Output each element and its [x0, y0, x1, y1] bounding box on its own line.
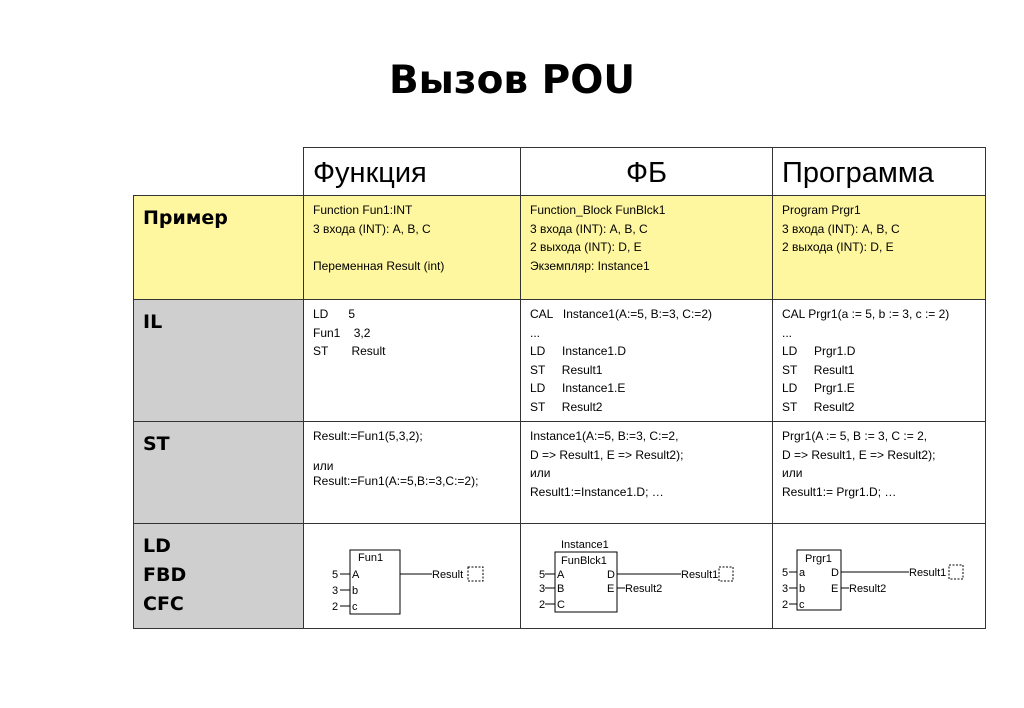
cell-ld-function [304, 524, 521, 629]
instance-name: Instance1 [561, 539, 609, 551]
function-block-diagram [304, 524, 520, 628]
column-header-function: Функция [304, 148, 521, 196]
header-row [134, 148, 986, 196]
input-value: 3 [782, 583, 789, 595]
pin-label: B [557, 583, 565, 595]
input-value: 2 [539, 599, 546, 611]
pin-label: A [557, 569, 565, 581]
cell-example-program: Program Prgr1 3 входа (INT): A, B, C 2 выхода (INT): D, E [773, 196, 986, 300]
cell-st-fb: Instance1(A:=5, B:=3, C:=2, D => Result1, E => Result2); или Result1:=Instance1.D; … [521, 422, 773, 524]
cell-il-program: CAL Prgr1(a := 5, b := 3, c := 2) ... LD Prgr1.D ST Result1 LD Prgr1.E ST Result2 [773, 300, 986, 422]
pin-label: b [799, 583, 806, 595]
cell-example-function: Function Fun1:INT 3 входа (INT): A, B, C Переменная Result (int) [304, 196, 521, 300]
page-title: Вызов POU [388, 58, 636, 103]
pou-call-table [133, 147, 986, 629]
output-variable: Result1 [681, 569, 719, 581]
cell-ld-fb [521, 524, 773, 629]
input-value: 3 [332, 585, 339, 597]
row-st [134, 422, 986, 524]
pin-label: E [607, 583, 615, 595]
program-block-diagram [773, 524, 985, 628]
row-label-ld: LD FBD CFC [134, 524, 304, 629]
pin-label: D [831, 567, 839, 579]
input-value: 5 [782, 567, 789, 579]
pin-label: a [799, 567, 806, 579]
row-il [134, 300, 986, 422]
cell-il-function: LD 5 Fun1 3,2 ST Result [304, 300, 521, 422]
cell-example-fb: Function_Block FunBlck1 3 входа (INT): A, B, C 2 выхода (INT): D, E Экземпляр: Instance1 [521, 196, 773, 300]
row-label-st: ST [134, 422, 304, 524]
input-value: 2 [782, 599, 789, 611]
pin-label: C [557, 599, 565, 611]
pin-label: b [352, 585, 359, 597]
column-header-fb: ФБ [521, 148, 773, 196]
output-box [949, 565, 963, 579]
fb-block-diagram [521, 524, 772, 628]
cell-st-program: Prgr1(A := 5, B := 3, C := 2, D => Result1, E => Result2); или Result1:= Prgr1.D; … [773, 422, 986, 524]
row-label-example: Пример [134, 196, 304, 300]
pin-label: c [799, 599, 805, 611]
output-variable: Result1 [909, 567, 947, 579]
cell-il-fb: CAL Instance1(A:=5, B:=3, C:=2) ... LD Instance1.D ST Result1 LD Instance1.E ST Result2 [521, 300, 773, 422]
input-value: 5 [332, 569, 339, 581]
output-variable: Result2 [849, 583, 887, 595]
output-box [468, 567, 483, 581]
row-ld [134, 524, 986, 629]
row-example [134, 196, 986, 300]
cell-ld-program [773, 524, 986, 629]
pin-label: E [831, 583, 839, 595]
input-value: 5 [539, 569, 546, 581]
input-value: 2 [332, 601, 339, 613]
prog-block-name: Prgr1 [805, 553, 832, 565]
column-header-program: Программа [773, 148, 986, 196]
pin-label: A [352, 569, 360, 581]
corner-cell [134, 148, 304, 196]
cell-st-function: Result:=Fun1(5,3,2); или Result:=Fun1(A:=5,B:=3,C:=2); [304, 422, 521, 524]
pin-label: c [352, 601, 358, 613]
fb-block-name: FunBlck1 [561, 555, 607, 567]
pin-label: D [607, 569, 615, 581]
row-label-il: IL [134, 300, 304, 422]
output-variable: Result [432, 569, 464, 581]
output-box [719, 567, 733, 581]
input-value: 3 [539, 583, 546, 595]
output-variable: Result2 [625, 583, 663, 595]
fun1-block-name: Fun1 [358, 552, 384, 564]
